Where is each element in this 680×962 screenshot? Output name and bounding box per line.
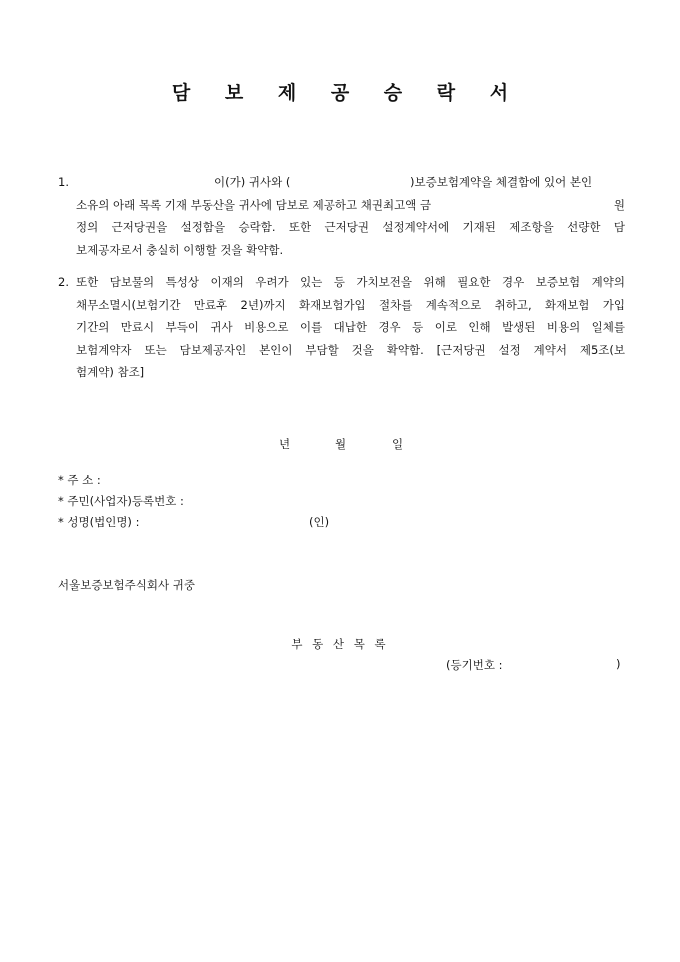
clause-1-line-4 [58, 239, 625, 262]
address-row [58, 470, 184, 491]
clause-1-line-2-a: 소유의 아래 목록 기재 부동산을 귀사에 담보로 제공하고 채권최고액 금 [76, 197, 432, 212]
clause-2-line-5-text: 험계약) 참조] [76, 365, 145, 379]
clause-2-line-3-text: 기간의 만료시 부득이 귀사 비용으로 이를 대납한 경우 등 이로 인해 발생된 비용의 일체를 [76, 320, 625, 334]
clause-1 [58, 171, 625, 261]
registry-number-label: (등기번호 : [446, 658, 503, 672]
clause-1-line-3 [58, 216, 625, 239]
seal-mark: (인) [309, 515, 330, 529]
document-title: 담 보 제 공 승 락 서 [171, 82, 523, 104]
name-row [58, 512, 330, 533]
clause-1-line-2 [58, 194, 625, 217]
clause-2-line-2-text: 채무소멸시(보험기간 만료후 2년)까지 화재보험가입 절차를 계속적으로 취하고, 화재보험 가입 [76, 297, 625, 312]
clause-2-line-1-text: 또한 담보물의 특성상 이재의 우려가 있는 등 가치보전을 위해 필요한 경우 보증보험 계약의 [76, 275, 625, 289]
name-label: * 성명(법인명) : [58, 515, 140, 529]
clause-2-number: 2. [58, 275, 69, 289]
clause-1-line-1-a: 이(가) 귀사와 ( [214, 175, 291, 189]
property-list-title: 부 동 산 목 록 [291, 637, 389, 651]
clause-2-line-4 [58, 339, 625, 362]
clause-1-line-4-text: 보제공자로서 충실히 이행할 것을 확약함. [76, 242, 284, 257]
clause-2-line-1 [58, 271, 625, 294]
address-label: * 주 소 : [58, 473, 101, 487]
clause-1-line-3-text: 정의 근저당권을 설정함을 승락함. 또한 근저당권 설정계약서에 기재된 제조항을 선량한 담 [76, 220, 625, 234]
date-year: 년 [279, 437, 291, 451]
clause-2-line-5 [58, 361, 625, 384]
clause-2-line-4-text: 보험계약자 또는 담보제공자인 본인이 부담할 것을 확약함. [근저당권 설정 계약서 제5조(보 [76, 342, 625, 357]
clause-2 [58, 271, 625, 384]
id-number-label: * 주민(사업자)등록번호 : [58, 494, 184, 508]
registry-number-close: ) [616, 657, 621, 671]
recipient: 서울보증보험주식회사 귀중 [58, 578, 195, 592]
clause-1-line-1 [58, 171, 625, 194]
clause-2-line-3 [58, 316, 625, 339]
clause-1-number: 1. [58, 175, 69, 189]
signature-block [58, 470, 330, 533]
clause-1-line-1-b: )보증보험계약을 체결함에 있어 본인 [410, 175, 593, 189]
clause-2-line-2 [58, 294, 625, 317]
date-day: 일 [392, 437, 404, 451]
id-number-row [58, 491, 184, 512]
clause-1-line-2-b: 원 [613, 197, 625, 212]
date-month: 월 [335, 437, 347, 451]
